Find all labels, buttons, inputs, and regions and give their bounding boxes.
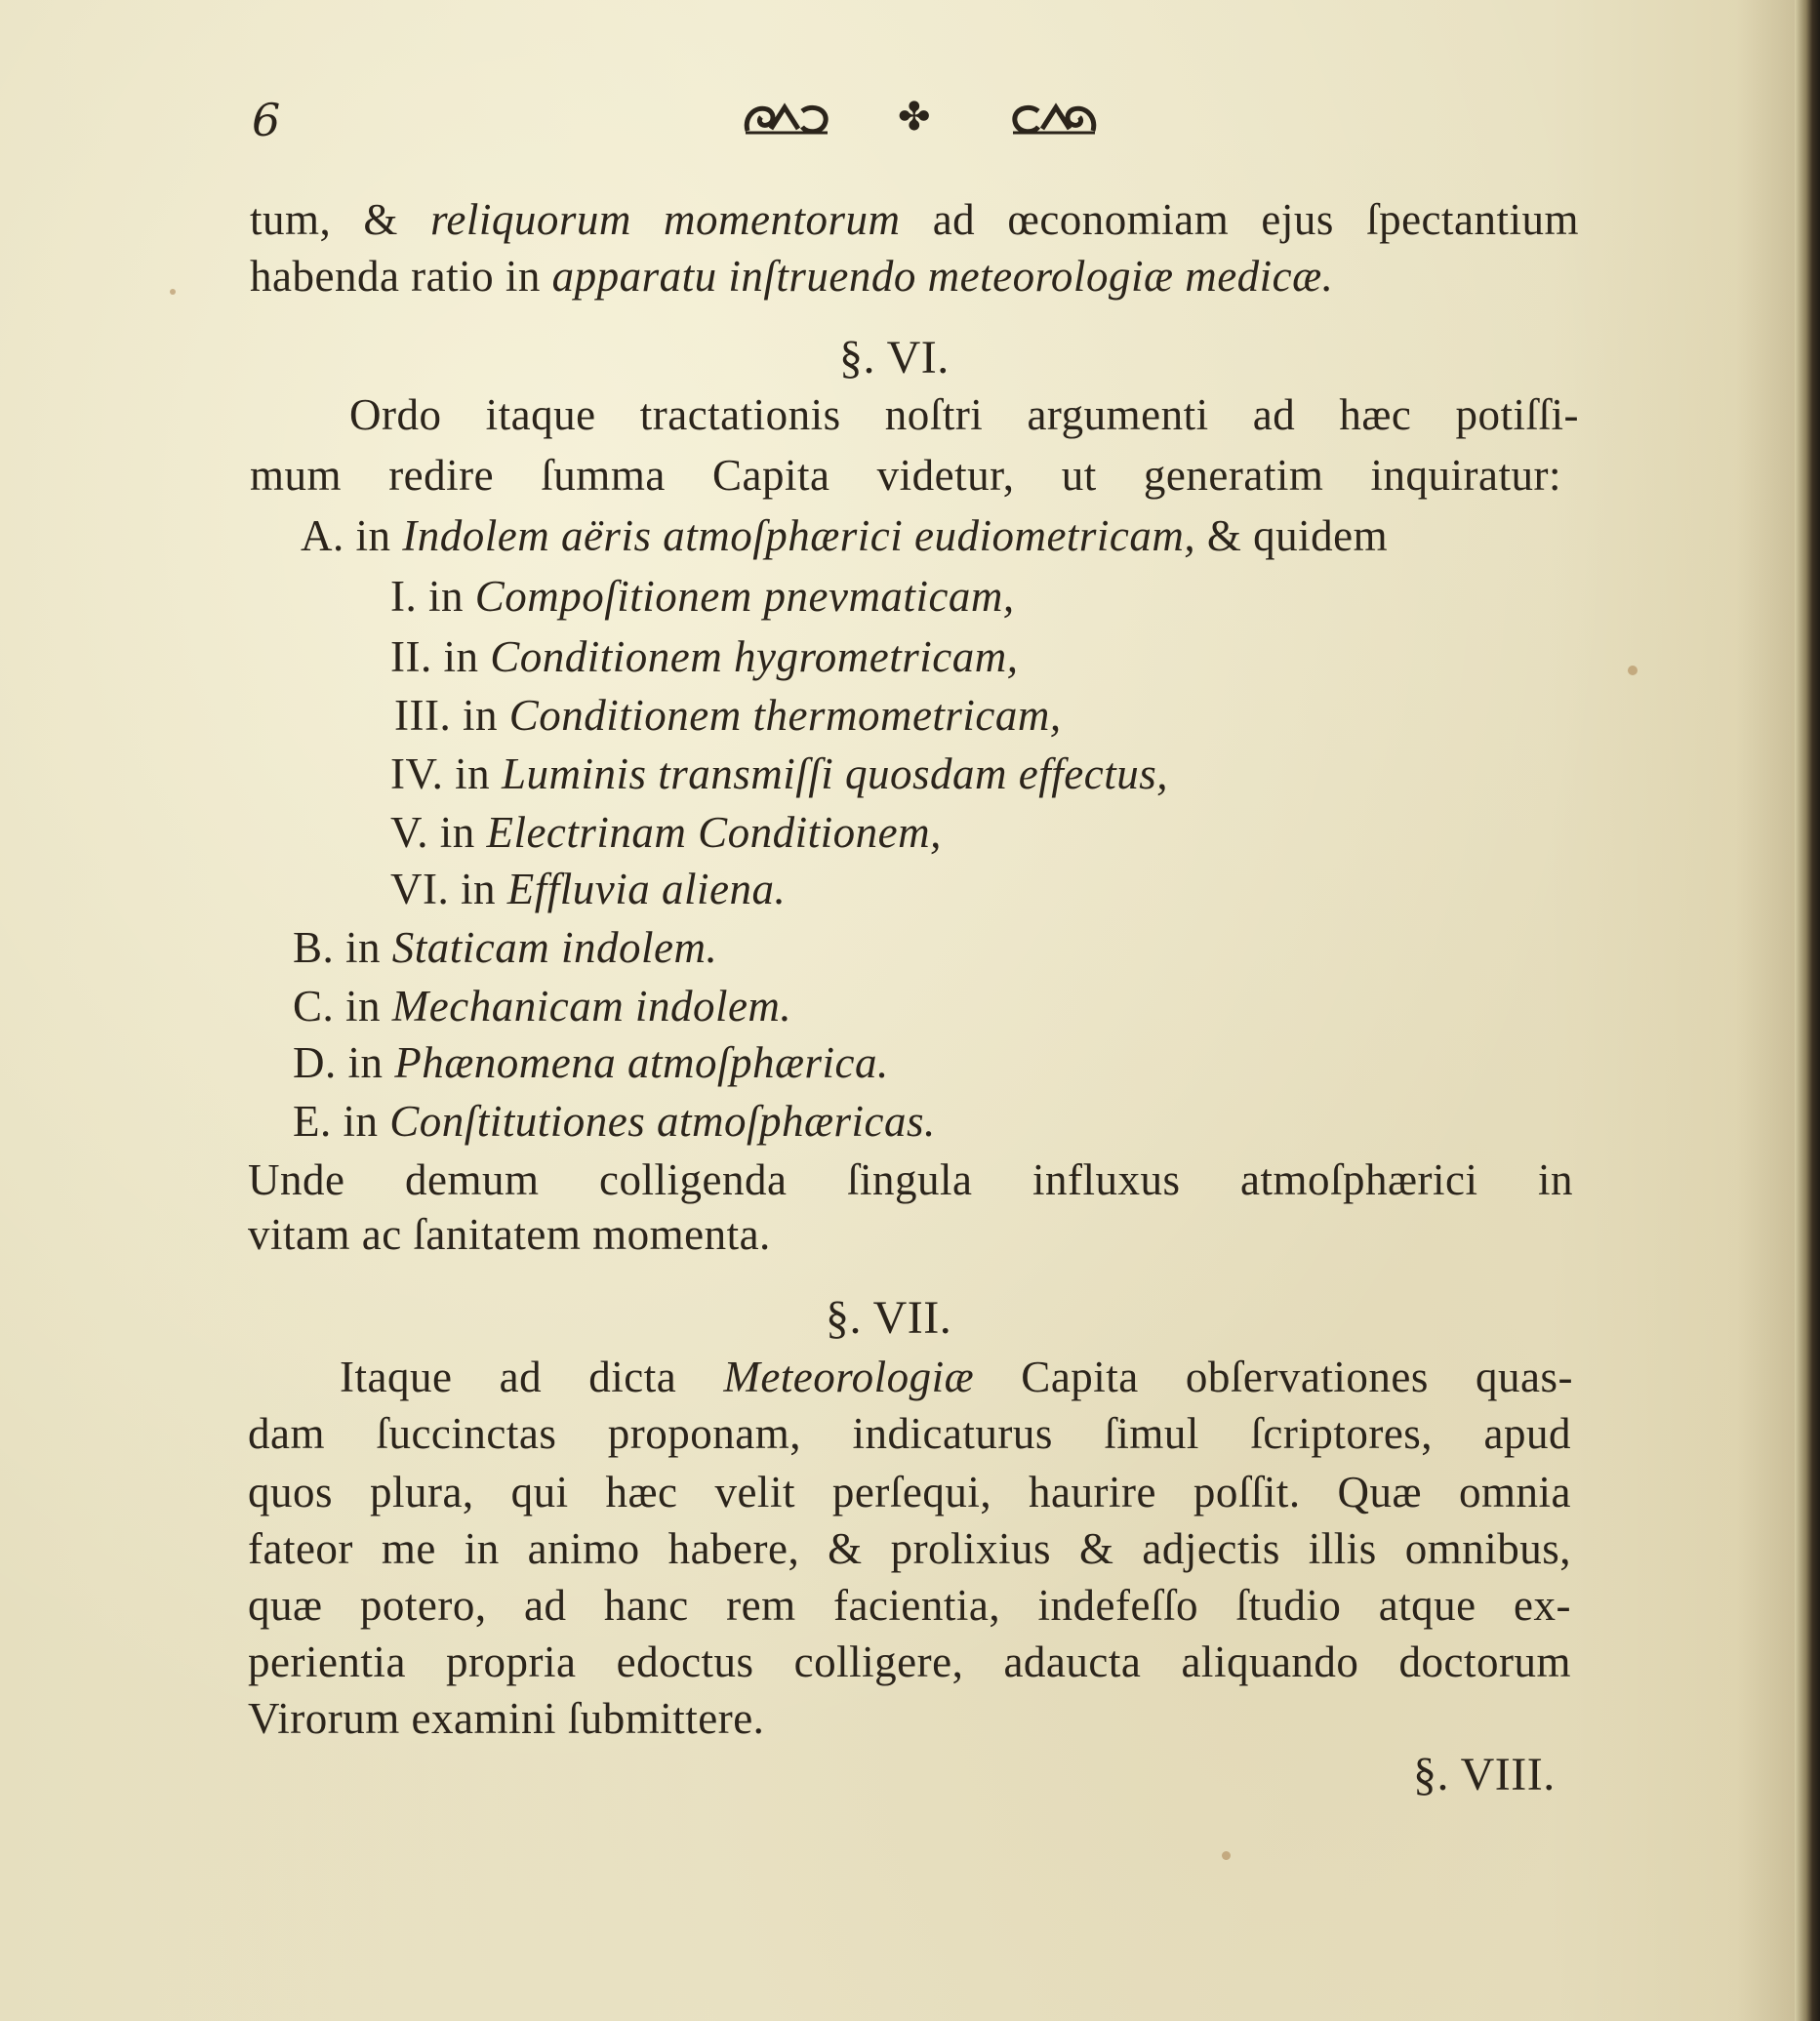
sub-item-6 [390, 861, 786, 917]
list-marker: VI. in [390, 865, 507, 913]
section-vii-line-2: dam ſuccinctas proponam, indicaturus ſimul ſcriptores, apud [248, 1409, 1571, 1458]
text-run: Itaque ad dicta [340, 1353, 724, 1401]
spine-shadow [1736, 0, 1795, 2021]
paper-stain [170, 289, 176, 295]
intro-line-1 [250, 191, 1579, 248]
list-item-title: Indolem aëris atmoſphærici eudiometricam, [402, 511, 1196, 560]
list-item-title: Mechanicam indolem. [391, 982, 792, 1031]
text-run: tum, & [250, 195, 431, 244]
list-marker: A. in [301, 511, 403, 560]
list-item-b [293, 919, 717, 976]
closing-line-1: Unde demum colligenda ſingula influxus atmoſphærici in [248, 1155, 1573, 1204]
text-run: habenda ratio in [250, 252, 552, 301]
list-marker: E. in [293, 1097, 390, 1146]
section-vii-line-7: Virorum examini ſubmittere. [248, 1694, 765, 1743]
closing-line-2: vitam ac ſanitatem momenta. [248, 1210, 771, 1259]
paper-stain [1222, 1851, 1231, 1860]
section-vii-line-5: quæ potero, ad hanc rem facientia, indefeſſo ſtudio atque ex- [248, 1581, 1571, 1630]
list-marker: II. in [390, 632, 491, 681]
list-item-a [301, 507, 1388, 564]
list-marker: B. in [293, 923, 392, 972]
list-marker: V. in [390, 808, 487, 857]
list-item-c [293, 978, 791, 1034]
sub-item-4 [390, 746, 1168, 802]
section-vi-para-line-2: mum redire ſumma Capita videtur, ut generatim inquiratur: [250, 451, 1561, 500]
header-ornament-right [1009, 100, 1099, 139]
catchword: §. VIII. [1413, 1749, 1556, 1800]
section-heading-vii: §. VII. [826, 1292, 952, 1344]
list-item-title: Conditionem thermometricam, [508, 691, 1062, 740]
list-marker: IV. in [390, 749, 502, 798]
text-run: Capita obſervationes quas- [974, 1353, 1573, 1401]
list-item-title: Effluvia aliena. [506, 865, 787, 913]
header-ornament-left [742, 100, 831, 139]
text-run: ad œconomiam ejus ſpectantium [900, 195, 1580, 244]
list-item-title: Conditionem hygrometricam, [490, 632, 1019, 681]
page-number: 6 [252, 94, 281, 146]
sub-item-3 [394, 687, 1062, 744]
section-vii-line-4: fateor me in animo habere, & prolixius & adjectis illis omnibus, [248, 1524, 1571, 1573]
sub-item-5 [390, 804, 942, 861]
list-item-title: Compoſitionem pnevmaticam, [474, 572, 1015, 621]
list-item-title: Phænomena atmoſphærica. [394, 1038, 889, 1087]
section-vii-line-6: perientia propria edoctus colligere, adaucta aliquando doctorum [248, 1637, 1571, 1686]
list-marker: C. in [293, 982, 392, 1031]
section-vii-line-3: quos plura, qui hæc velit perſequi, haurire poſſit. Quæ omnia [248, 1468, 1571, 1516]
list-marker: I. in [390, 572, 475, 621]
list-item-title: Conſtitutiones atmoſphæricas. [389, 1097, 936, 1146]
section-heading-vi: §. VI. [839, 332, 950, 384]
list-item-d [293, 1034, 889, 1091]
section-vi-para-line-1: Ordo itaque tractationis noſtri argumenti ad hæc potiſſi- [349, 390, 1579, 439]
list-marker: III. in [394, 691, 509, 740]
section-vii-line-1 [340, 1349, 1573, 1405]
header-ornament-center: ✤ [898, 95, 931, 140]
text-run-italic: apparatu inſtruendo meteorologiæ medicæ. [551, 252, 1334, 301]
list-item-title: Staticam indolem. [391, 923, 718, 972]
list-marker: D. in [293, 1038, 395, 1087]
paper-stain [1628, 666, 1638, 675]
sub-item-1 [390, 568, 1015, 625]
list-item-title: Electrinam Conditionem, [486, 808, 942, 857]
text-run: & quidem [1195, 511, 1389, 560]
list-item-title: Luminis transmiſſi quosdam effectus, [501, 749, 1168, 798]
book-spine [1795, 0, 1820, 2021]
text-run-italic: reliquorum momentorum [430, 195, 901, 244]
list-item-e [293, 1093, 936, 1150]
intro-line-2 [250, 248, 1333, 304]
text-run-italic: Meteorologiæ [723, 1353, 975, 1401]
sub-item-2 [390, 628, 1019, 685]
